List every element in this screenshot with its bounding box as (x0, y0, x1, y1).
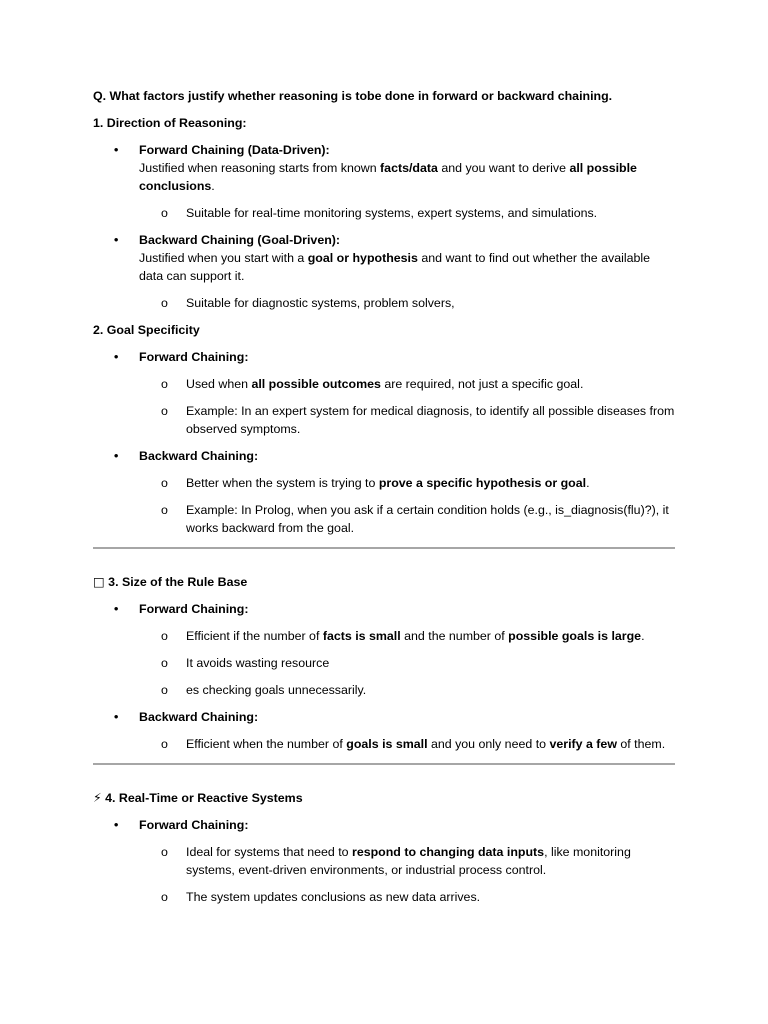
bullet-icon: • (114, 818, 119, 832)
sub-bullet (93, 654, 675, 672)
sub-bullet-icon: o (161, 476, 168, 490)
text: Justified when you start with a (139, 251, 308, 265)
text: and want to find out whether the available data can support it. (139, 251, 651, 283)
sub-bullet-icon: o (161, 206, 168, 220)
section-size-title (93, 573, 675, 591)
bullet-backward-goal (93, 447, 675, 465)
sub-bullet-icon: o (161, 503, 168, 517)
text: Example: In Prolog, when you ask if a certain condition holds (e.g., is_diagnosis(flu)?), it works backward from the goal. (186, 503, 669, 535)
sub-bullet (93, 204, 675, 222)
sub-bullet (93, 843, 675, 879)
bullet-head: Backward Chaining: (139, 449, 259, 463)
text: It avoids wasting resource (186, 656, 330, 670)
bullet-forward-realtime (93, 816, 675, 834)
bullet-head: Forward Chaining: (139, 602, 249, 616)
text: Used when (186, 377, 252, 391)
bold-text: verify a few (549, 737, 617, 751)
text: Better when the system is trying to (186, 476, 379, 490)
bullet-icon: • (114, 350, 119, 364)
text: and you only need to (427, 737, 550, 751)
text: Suitable for diagnostic systems, problem solvers, (186, 296, 455, 310)
bullet-icon: • (114, 710, 119, 724)
box-icon: □ (93, 574, 105, 589)
bullet-icon: • (114, 449, 119, 463)
bold-text: facts is small (322, 629, 401, 643)
text: Ideal for systems that need to (186, 845, 352, 859)
text: . (641, 629, 645, 643)
sub-bullet (93, 375, 675, 393)
text: are required, not just a specific goal. (380, 377, 584, 391)
question-heading: Q. What factors justify whether reasoning is tobe done in forward or backward chaining. (93, 89, 613, 103)
document-page (93, 87, 675, 915)
bullet-icon: • (114, 233, 119, 247)
text: . (586, 476, 590, 490)
section-realtime-title (93, 789, 675, 807)
text: es checking goals unnecessarily. (186, 683, 367, 697)
text: Suitable for real-time monitoring systems, expert systems, and simulations. (186, 206, 598, 220)
bullet-forward-direction (93, 141, 675, 195)
bullet-head: Forward Chaining: (139, 818, 249, 832)
text: Efficient if the number of (186, 629, 323, 643)
text: . (211, 179, 215, 193)
sub-bullet-icon: o (161, 845, 168, 859)
sub-bullet (93, 474, 675, 492)
lightning-icon: ⚡ (93, 790, 102, 805)
sub-bullet-icon: o (161, 377, 168, 391)
title-text: 3. Size of the Rule Base (108, 575, 248, 589)
bullet-forward-size (93, 600, 675, 618)
sub-bullet-icon: o (161, 656, 168, 670)
sub-bullet (93, 294, 675, 312)
bold-text: facts/data (380, 161, 438, 175)
text: Example: In an expert system for medical diagnosis, to identify all possible diseases from observed symptoms. (186, 404, 675, 436)
bold-text: all possible conclusions (139, 161, 637, 193)
bullet-forward-goal (93, 348, 675, 366)
bullet-head: Forward Chaining (Data-Driven): (139, 143, 330, 157)
bullet-backward-direction (93, 231, 675, 285)
bullet-icon: • (114, 143, 119, 157)
bullet-head: Backward Chaining: (139, 710, 259, 724)
sub-bullet (93, 402, 675, 438)
text: The system updates conclusions as new data arrives. (186, 890, 481, 904)
text: Efficient when the number of (186, 737, 347, 751)
text: and the number of (400, 629, 509, 643)
section-direction-title: 1. Direction of Reasoning: (93, 116, 247, 130)
bold-text: prove a specific hypothesis or goal (378, 476, 587, 490)
sub-bullet (93, 888, 675, 906)
sub-bullet-icon: o (161, 890, 168, 904)
sub-bullet-icon: o (161, 404, 168, 418)
text: of them. (616, 737, 666, 751)
bold-text: all possible outcomes (251, 377, 381, 391)
divider (93, 763, 675, 765)
text: Justified when reasoning starts from known (139, 161, 381, 175)
title-text: 4. Real-Time or Reactive Systems (105, 791, 303, 805)
sub-bullet-icon: o (161, 296, 168, 310)
sub-bullet (93, 501, 675, 537)
section-goal-title: 2. Goal Specificity (93, 323, 200, 337)
bold-text: goals is small (346, 737, 428, 751)
divider (93, 547, 675, 549)
bullet-icon: • (114, 602, 119, 616)
bold-text: possible goals is large (508, 629, 642, 643)
sub-bullet (93, 681, 675, 699)
sub-bullet (93, 735, 675, 753)
bullet-backward-size (93, 708, 675, 726)
bullet-head: Forward Chaining: (139, 350, 249, 364)
bold-text: goal or hypothesis (307, 251, 418, 265)
bullet-head: Backward Chaining (Goal-Driven): (139, 233, 341, 247)
sub-bullet-icon: o (161, 683, 168, 697)
sub-bullet (93, 627, 675, 645)
sub-bullet-icon: o (161, 737, 168, 751)
text: , like monitoring systems, event-driven environments, or industrial process control. (186, 845, 631, 877)
bold-text: respond to changing data inputs (352, 845, 545, 859)
text: and you want to derive (437, 161, 570, 175)
sub-bullet-icon: o (161, 629, 168, 643)
